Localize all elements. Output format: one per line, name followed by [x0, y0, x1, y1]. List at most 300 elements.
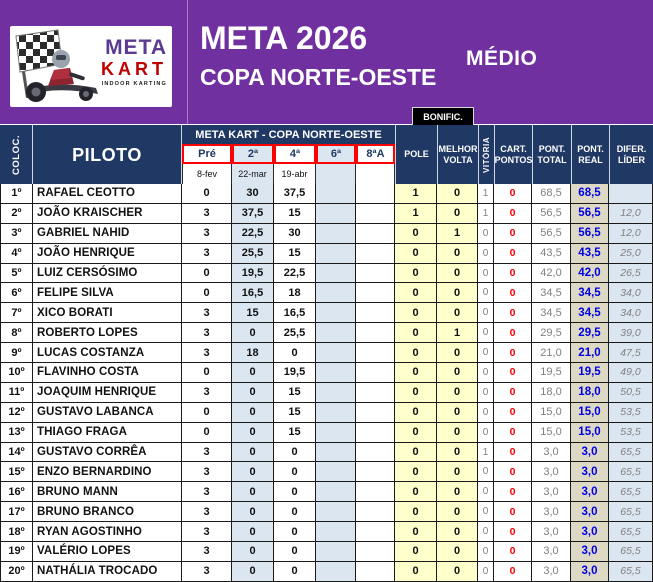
position-cell[interactable]: 9º [0, 343, 33, 363]
race-header-2[interactable]: 2ª [232, 144, 274, 164]
race-4-cell[interactable]: 0 [274, 522, 316, 542]
position-cell[interactable]: 8º [0, 323, 33, 343]
difer-lider-cell[interactable]: 53,5 [609, 403, 653, 423]
cart-pontos-cell[interactable]: 0 [494, 363, 532, 383]
race-8a-cell[interactable] [356, 403, 395, 423]
pilot-name-cell[interactable]: ENZO BERNARDINO [33, 462, 182, 482]
pilot-name-cell[interactable]: NATHÁLIA TROCADO [33, 562, 182, 582]
position-cell[interactable]: 14º [0, 443, 33, 463]
cart-pontos-cell[interactable]: 0 [494, 522, 532, 542]
race-2-cell[interactable]: 0 [232, 542, 274, 562]
race-8a-cell[interactable] [356, 522, 395, 542]
pilot-name-cell[interactable]: BRUNO MANN [33, 482, 182, 502]
race-4-cell[interactable]: 0 [274, 542, 316, 562]
difer-lider-header[interactable]: DIFER. LÍDER [609, 125, 653, 185]
pont-real-cell[interactable]: 3,0 [571, 443, 609, 463]
pilot-name-cell[interactable]: ROBERTO LOPES [33, 323, 182, 343]
cart-pontos-cell[interactable]: 0 [494, 323, 532, 343]
pont-total-cell[interactable]: 43,5 [532, 244, 571, 264]
difer-lider-cell[interactable]: 34,0 [609, 303, 653, 323]
pilot-name-cell[interactable]: LUIZ CERSÓSIMO [33, 264, 182, 284]
race-pre-cell[interactable]: 3 [182, 244, 232, 264]
pont-real-cell[interactable]: 15,0 [571, 403, 609, 423]
melhor-volta-cell[interactable]: 0 [437, 482, 478, 502]
difer-lider-cell[interactable]: 65,5 [609, 462, 653, 482]
position-cell[interactable]: 19º [0, 542, 33, 562]
difer-lider-cell[interactable]: 65,5 [609, 482, 653, 502]
pont-total-cell[interactable]: 19,5 [532, 363, 571, 383]
pilot-name-cell[interactable]: FELIPE SILVA [33, 283, 182, 303]
position-cell[interactable]: 18º [0, 522, 33, 542]
cart-pontos-cell[interactable]: 0 [494, 184, 532, 204]
race-2-cell[interactable]: 0 [232, 462, 274, 482]
race-6-cell[interactable] [316, 184, 356, 204]
pilot-name-cell[interactable]: FLAVINHO COSTA [33, 363, 182, 383]
race-header-6[interactable]: 6ª [316, 144, 356, 164]
race-pre-cell[interactable]: 0 [182, 423, 232, 443]
difer-lider-cell[interactable]: 12,0 [609, 204, 653, 224]
position-cell[interactable]: 13º [0, 423, 33, 443]
pole-cell[interactable]: 0 [395, 443, 437, 463]
race-2-cell[interactable]: 37,5 [232, 204, 274, 224]
difer-lider-cell[interactable]: 65,5 [609, 502, 653, 522]
race-6-cell[interactable] [316, 522, 356, 542]
pont-real-header[interactable]: PONT. REAL [571, 125, 609, 185]
vitoria-cell[interactable]: 0 [478, 244, 494, 264]
race-pre-cell[interactable]: 3 [182, 502, 232, 522]
position-cell[interactable]: 17º [0, 502, 33, 522]
pole-cell[interactable]: 0 [395, 343, 437, 363]
race-2-cell[interactable]: 16,5 [232, 283, 274, 303]
race-4-cell[interactable]: 0 [274, 462, 316, 482]
race-4-cell[interactable]: 16,5 [274, 303, 316, 323]
pole-cell[interactable]: 0 [395, 303, 437, 323]
race-8a-cell[interactable] [356, 363, 395, 383]
difer-lider-cell[interactable]: 34,0 [609, 283, 653, 303]
pont-real-cell[interactable]: 56,5 [571, 204, 609, 224]
position-cell[interactable]: 4º [0, 244, 33, 264]
race-2-cell[interactable]: 0 [232, 363, 274, 383]
vitoria-cell[interactable]: 0 [478, 542, 494, 562]
coloc-header-cell[interactable] [0, 125, 33, 185]
race-8a-cell[interactable] [356, 283, 395, 303]
difer-lider-cell[interactable]: 53,5 [609, 423, 653, 443]
pont-total-cell[interactable]: 3,0 [532, 522, 571, 542]
race-8a-cell[interactable] [356, 224, 395, 244]
pilot-name-cell[interactable]: BRUNO BRANCO [33, 502, 182, 522]
vitoria-header[interactable] [478, 125, 494, 185]
race-8a-cell[interactable] [356, 562, 395, 582]
race-8a-cell[interactable] [356, 383, 395, 403]
pont-real-cell[interactable]: 29,5 [571, 323, 609, 343]
vitoria-cell[interactable]: 1 [478, 204, 494, 224]
race-2-cell[interactable]: 0 [232, 562, 274, 582]
pole-cell[interactable]: 0 [395, 542, 437, 562]
race-pre-cell[interactable]: 0 [182, 363, 232, 383]
pont-total-cell[interactable]: 21,0 [532, 343, 571, 363]
race-6-cell[interactable] [316, 502, 356, 522]
position-cell[interactable]: 1º [0, 184, 33, 204]
race-8a-cell[interactable] [356, 462, 395, 482]
race-8a-cell[interactable] [356, 542, 395, 562]
race-2-cell[interactable]: 18 [232, 343, 274, 363]
race-4-cell[interactable]: 15 [274, 383, 316, 403]
race-4-cell[interactable]: 37,5 [274, 184, 316, 204]
pilot-name-cell[interactable]: GABRIEL NAHID [33, 224, 182, 244]
race-6-cell[interactable] [316, 482, 356, 502]
race-8a-cell[interactable] [356, 184, 395, 204]
pilot-name-cell[interactable]: XICO BORATI [33, 303, 182, 323]
cart-pontos-cell[interactable]: 0 [494, 204, 532, 224]
pole-cell[interactable]: 0 [395, 244, 437, 264]
position-cell[interactable]: 7º [0, 303, 33, 323]
position-cell[interactable]: 6º [0, 283, 33, 303]
cart-pontos-cell[interactable]: 0 [494, 343, 532, 363]
pont-real-cell[interactable]: 68,5 [571, 184, 609, 204]
position-cell[interactable]: 11º [0, 383, 33, 403]
race-pre-cell[interactable]: 0 [182, 184, 232, 204]
pilot-name-cell[interactable]: VALÉRIO LOPES [33, 542, 182, 562]
pont-real-cell[interactable]: 19,5 [571, 363, 609, 383]
pont-real-cell[interactable]: 3,0 [571, 502, 609, 522]
race-6-cell[interactable] [316, 264, 356, 284]
race-2-cell[interactable]: 0 [232, 403, 274, 423]
pont-total-cell[interactable]: 3,0 [532, 482, 571, 502]
vitoria-cell[interactable]: 0 [478, 283, 494, 303]
cart-pontos-cell[interactable]: 0 [494, 403, 532, 423]
pont-real-cell[interactable]: 43,5 [571, 244, 609, 264]
pont-real-cell[interactable]: 3,0 [571, 562, 609, 582]
race-4-cell[interactable]: 0 [274, 482, 316, 502]
race-pre-cell[interactable]: 3 [182, 522, 232, 542]
vitoria-cell[interactable]: 1 [478, 443, 494, 463]
race-header-pre[interactable]: Pré [182, 144, 232, 164]
race-2-cell[interactable]: 25,5 [232, 244, 274, 264]
race-pre-cell[interactable]: 0 [182, 264, 232, 284]
race-6-cell[interactable] [316, 462, 356, 482]
difer-lider-cell[interactable]: 25,0 [609, 244, 653, 264]
melhor-volta-cell[interactable]: 0 [437, 363, 478, 383]
pole-cell[interactable]: 0 [395, 363, 437, 383]
race-6-cell[interactable] [316, 323, 356, 343]
melhor-volta-cell[interactable]: 0 [437, 423, 478, 443]
pilot-name-cell[interactable]: LUCAS COSTANZA [33, 343, 182, 363]
race-date-pre[interactable]: 8-fev [182, 164, 232, 185]
melhor-volta-cell[interactable]: 0 [437, 303, 478, 323]
race-6-cell[interactable] [316, 423, 356, 443]
pole-cell[interactable]: 1 [395, 184, 437, 204]
melhor-volta-cell[interactable]: 0 [437, 542, 478, 562]
race-6-cell[interactable] [316, 283, 356, 303]
melhor-volta-cell[interactable]: 0 [437, 283, 478, 303]
pole-cell[interactable]: 0 [395, 482, 437, 502]
race-pre-cell[interactable]: 3 [182, 224, 232, 244]
pont-total-cell[interactable]: 3,0 [532, 562, 571, 582]
pont-total-cell[interactable]: 15,0 [532, 403, 571, 423]
race-8a-cell[interactable] [356, 343, 395, 363]
race-date-2[interactable]: 22-mar [232, 164, 274, 185]
melhor-volta-cell[interactable]: 0 [437, 343, 478, 363]
race-8a-cell[interactable] [356, 303, 395, 323]
race-6-cell[interactable] [316, 244, 356, 264]
melhor-volta-cell[interactable]: 0 [437, 244, 478, 264]
vitoria-cell[interactable]: 0 [478, 522, 494, 542]
pont-total-cell[interactable]: 42,0 [532, 264, 571, 284]
pole-cell[interactable]: 0 [395, 323, 437, 343]
race-4-cell[interactable]: 25,5 [274, 323, 316, 343]
difer-lider-cell[interactable]: 47,5 [609, 343, 653, 363]
pole-cell[interactable]: 0 [395, 502, 437, 522]
pole-cell[interactable]: 0 [395, 562, 437, 582]
race-date-4[interactable]: 19-abr [274, 164, 316, 185]
cart-pontos-cell[interactable]: 0 [494, 283, 532, 303]
pole-cell[interactable]: 0 [395, 383, 437, 403]
pont-real-cell[interactable]: 56,5 [571, 224, 609, 244]
race-2-cell[interactable]: 0 [232, 383, 274, 403]
race-4-cell[interactable]: 15 [274, 204, 316, 224]
vitoria-cell[interactable]: 0 [478, 224, 494, 244]
race-pre-cell[interactable]: 3 [182, 482, 232, 502]
pont-total-cell[interactable]: 3,0 [532, 443, 571, 463]
race-6-cell[interactable] [316, 224, 356, 244]
pole-cell[interactable]: 0 [395, 264, 437, 284]
difer-lider-cell[interactable]: 12,0 [609, 224, 653, 244]
piloto-header-cell[interactable]: PILOTO [33, 125, 182, 185]
melhor-volta-cell[interactable]: 0 [437, 443, 478, 463]
pilot-name-cell[interactable]: GUSTAVO CORRÊA [33, 443, 182, 463]
pole-cell[interactable]: 0 [395, 224, 437, 244]
pont-total-cell[interactable]: 34,5 [532, 283, 571, 303]
pilot-name-cell[interactable]: RYAN AGOSTINHO [33, 522, 182, 542]
melhor-volta-cell[interactable]: 0 [437, 184, 478, 204]
race-4-cell[interactable]: 15 [274, 244, 316, 264]
pilot-name-cell[interactable]: JOÃO HENRIQUE [33, 244, 182, 264]
race-6-cell[interactable] [316, 363, 356, 383]
melhor-volta-cell[interactable]: 0 [437, 204, 478, 224]
pont-real-cell[interactable]: 34,5 [571, 303, 609, 323]
pont-total-cell[interactable]: 56,5 [532, 224, 571, 244]
race-2-cell[interactable]: 0 [232, 522, 274, 542]
cart-pontos-cell[interactable]: 0 [494, 443, 532, 463]
race-date-8a[interactable] [356, 164, 395, 185]
melhor-volta-cell[interactable]: 0 [437, 403, 478, 423]
race-6-cell[interactable] [316, 403, 356, 423]
vitoria-cell[interactable]: 0 [478, 303, 494, 323]
race-2-cell[interactable]: 30 [232, 184, 274, 204]
pole-cell[interactable]: 1 [395, 204, 437, 224]
race-2-cell[interactable]: 0 [232, 443, 274, 463]
race-2-cell[interactable]: 0 [232, 482, 274, 502]
cart-pontos-cell[interactable]: 0 [494, 462, 532, 482]
position-cell[interactable]: 10º [0, 363, 33, 383]
pont-total-cell[interactable]: 34,5 [532, 303, 571, 323]
race-pre-cell[interactable]: 0 [182, 283, 232, 303]
difer-lider-cell[interactable]: 39,0 [609, 323, 653, 343]
race-2-cell[interactable]: 0 [232, 502, 274, 522]
melhor-volta-header[interactable]: MELHOR VOLTA [437, 125, 478, 185]
race-8a-cell[interactable] [356, 264, 395, 284]
pont-total-cell[interactable]: 3,0 [532, 502, 571, 522]
race-pre-cell[interactable]: 3 [182, 542, 232, 562]
cart-pontos-cell[interactable]: 0 [494, 423, 532, 443]
pont-total-cell[interactable]: 56,5 [532, 204, 571, 224]
pilot-name-cell[interactable]: JOÃO KRAISCHER [33, 204, 182, 224]
melhor-volta-cell[interactable]: 0 [437, 502, 478, 522]
race-header-4[interactable]: 4ª [274, 144, 316, 164]
pont-total-cell[interactable]: 3,0 [532, 542, 571, 562]
race-4-cell[interactable]: 15 [274, 423, 316, 443]
vitoria-cell[interactable]: 1 [478, 184, 494, 204]
race-8a-cell[interactable] [356, 244, 395, 264]
cart-pontos-cell[interactable]: 0 [494, 562, 532, 582]
race-6-cell[interactable] [316, 383, 356, 403]
pole-cell[interactable]: 0 [395, 462, 437, 482]
race-2-cell[interactable]: 0 [232, 323, 274, 343]
race-8a-cell[interactable] [356, 204, 395, 224]
race-2-cell[interactable]: 15 [232, 303, 274, 323]
pont-total-header[interactable]: PONT. TOTAL [532, 125, 571, 185]
pole-cell[interactable]: 0 [395, 522, 437, 542]
cart-pontos-cell[interactable]: 0 [494, 264, 532, 284]
pont-total-cell[interactable]: 3,0 [532, 462, 571, 482]
race-6-cell[interactable] [316, 204, 356, 224]
race-pre-cell[interactable]: 3 [182, 343, 232, 363]
race-4-cell[interactable]: 0 [274, 443, 316, 463]
pilot-name-cell[interactable]: RAFAEL CEOTTO [33, 184, 182, 204]
race-pre-cell[interactable]: 3 [182, 323, 232, 343]
melhor-volta-cell[interactable]: 0 [437, 522, 478, 542]
pilot-name-cell[interactable]: JOAQUIM HENRIQUE [33, 383, 182, 403]
melhor-volta-cell[interactable]: 0 [437, 383, 478, 403]
race-6-cell[interactable] [316, 303, 356, 323]
position-cell[interactable]: 5º [0, 264, 33, 284]
pole-cell[interactable]: 0 [395, 283, 437, 303]
race-pre-cell[interactable]: 3 [182, 562, 232, 582]
vitoria-cell[interactable]: 0 [478, 383, 494, 403]
race-4-cell[interactable]: 18 [274, 283, 316, 303]
race-8a-cell[interactable] [356, 482, 395, 502]
pole-cell[interactable]: 0 [395, 403, 437, 423]
cart-pontos-cell[interactable]: 0 [494, 383, 532, 403]
race-8a-cell[interactable] [356, 502, 395, 522]
vitoria-cell[interactable]: 0 [478, 264, 494, 284]
race-4-cell[interactable]: 22,5 [274, 264, 316, 284]
pont-real-cell[interactable]: 18,0 [571, 383, 609, 403]
race-8a-cell[interactable] [356, 423, 395, 443]
difer-lider-cell[interactable] [609, 184, 653, 204]
vitoria-cell[interactable]: 0 [478, 562, 494, 582]
pilot-name-cell[interactable]: THIAGO FRAGA [33, 423, 182, 443]
melhor-volta-cell[interactable]: 0 [437, 562, 478, 582]
position-cell[interactable]: 3º [0, 224, 33, 244]
pole-cell[interactable]: 0 [395, 423, 437, 443]
race-6-cell[interactable] [316, 542, 356, 562]
race-8a-cell[interactable] [356, 323, 395, 343]
race-date-6[interactable] [316, 164, 356, 185]
cart-pontos-header[interactable]: CART. PONTOS [494, 125, 532, 185]
race-4-cell[interactable]: 15 [274, 403, 316, 423]
difer-lider-cell[interactable]: 49,0 [609, 363, 653, 383]
pont-real-cell[interactable]: 15,0 [571, 423, 609, 443]
series-header-cell[interactable]: META KART - COPA NORTE-OESTE [195, 128, 382, 141]
position-cell[interactable]: 16º [0, 482, 33, 502]
cart-pontos-cell[interactable]: 0 [494, 244, 532, 264]
race-pre-cell[interactable]: 3 [182, 443, 232, 463]
race-6-cell[interactable] [316, 562, 356, 582]
difer-lider-cell[interactable]: 50,5 [609, 383, 653, 403]
pont-total-cell[interactable]: 18,0 [532, 383, 571, 403]
race-pre-cell[interactable]: 3 [182, 303, 232, 323]
difer-lider-cell[interactable]: 26,5 [609, 264, 653, 284]
pont-real-cell[interactable]: 42,0 [571, 264, 609, 284]
race-4-cell[interactable]: 0 [274, 562, 316, 582]
pont-total-cell[interactable]: 29,5 [532, 323, 571, 343]
pilot-name-cell[interactable]: GUSTAVO LABANCA [33, 403, 182, 423]
vitoria-cell[interactable]: 0 [478, 482, 494, 502]
cart-pontos-cell[interactable]: 0 [494, 303, 532, 323]
vitoria-cell[interactable]: 0 [478, 403, 494, 423]
vitoria-cell[interactable]: 0 [478, 462, 494, 482]
race-pre-cell[interactable]: 3 [182, 383, 232, 403]
difer-lider-cell[interactable]: 65,5 [609, 522, 653, 542]
melhor-volta-cell[interactable]: 0 [437, 462, 478, 482]
race-2-cell[interactable]: 19,5 [232, 264, 274, 284]
cart-pontos-cell[interactable]: 0 [494, 542, 532, 562]
difer-lider-cell[interactable]: 65,5 [609, 562, 653, 582]
vitoria-cell[interactable]: 0 [478, 363, 494, 383]
vitoria-cell[interactable]: 0 [478, 423, 494, 443]
race-pre-cell[interactable]: 0 [182, 403, 232, 423]
race-8a-cell[interactable] [356, 443, 395, 463]
pont-real-cell[interactable]: 34,5 [571, 283, 609, 303]
position-cell[interactable]: 15º [0, 462, 33, 482]
race-6-cell[interactable] [316, 443, 356, 463]
race-pre-cell[interactable]: 3 [182, 462, 232, 482]
position-cell[interactable]: 12º [0, 403, 33, 423]
pole-header[interactable]: POLE [395, 125, 437, 185]
cart-pontos-cell[interactable]: 0 [494, 482, 532, 502]
pont-total-cell[interactable]: 68,5 [532, 184, 571, 204]
race-2-cell[interactable]: 22,5 [232, 224, 274, 244]
melhor-volta-cell[interactable]: 1 [437, 224, 478, 244]
race-pre-cell[interactable]: 3 [182, 204, 232, 224]
pont-real-cell[interactable]: 3,0 [571, 482, 609, 502]
difer-lider-cell[interactable]: 65,5 [609, 542, 653, 562]
melhor-volta-cell[interactable]: 1 [437, 323, 478, 343]
position-cell[interactable]: 20º [0, 562, 33, 582]
melhor-volta-cell[interactable]: 0 [437, 264, 478, 284]
cart-pontos-cell[interactable]: 0 [494, 502, 532, 522]
pont-real-cell[interactable]: 3,0 [571, 522, 609, 542]
race-4-cell[interactable]: 0 [274, 502, 316, 522]
vitoria-cell[interactable]: 0 [478, 502, 494, 522]
pont-total-cell[interactable]: 15,0 [532, 423, 571, 443]
race-4-cell[interactable]: 19,5 [274, 363, 316, 383]
vitoria-cell[interactable]: 0 [478, 323, 494, 343]
race-6-cell[interactable] [316, 343, 356, 363]
vitoria-cell[interactable]: 0 [478, 343, 494, 363]
pont-real-cell[interactable]: 3,0 [571, 542, 609, 562]
pont-real-cell[interactable]: 21,0 [571, 343, 609, 363]
race-4-cell[interactable]: 30 [274, 224, 316, 244]
race-header-8a[interactable]: 8ªA [356, 144, 395, 164]
position-cell[interactable]: 2º [0, 204, 33, 224]
difer-lider-cell[interactable]: 65,5 [609, 443, 653, 463]
cart-pontos-cell[interactable]: 0 [494, 224, 532, 244]
race-2-cell[interactable]: 0 [232, 423, 274, 443]
race-4-cell[interactable]: 0 [274, 343, 316, 363]
pont-real-cell[interactable]: 3,0 [571, 462, 609, 482]
